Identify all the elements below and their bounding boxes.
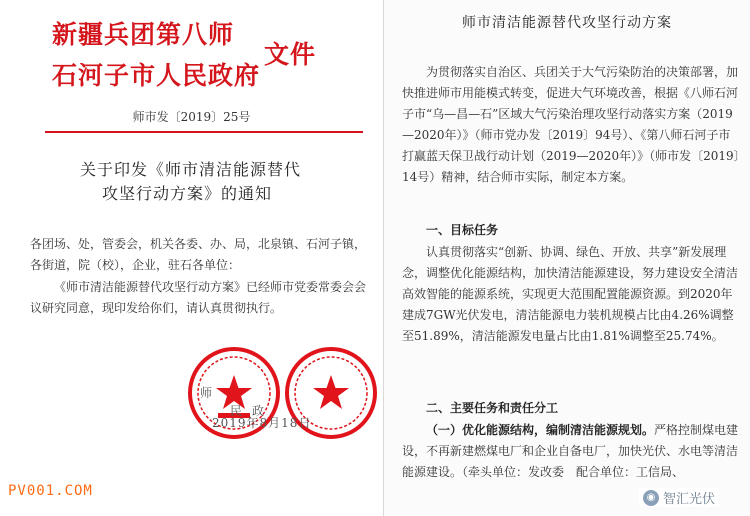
source-watermark: PV001.COM xyxy=(8,483,93,499)
issuer-line-1: 新疆兵团第八师 xyxy=(52,20,235,49)
section-2-heading: 二、主要任务和责任分工 xyxy=(426,401,559,415)
subsection-1 xyxy=(402,420,740,483)
section-1-heading: 一、目标任务 xyxy=(426,223,499,237)
addressees: 各团场、处，管委会，机关各委、办、局，北泉镇、石河子镇，各街道，院（校），企业，驻石各单位： xyxy=(30,237,367,272)
subsection-1-heading: （一）优化能源结构，编制清洁能源规划。 xyxy=(426,423,655,437)
notice-title-line-1: 关于印发《师市清洁能源替代 xyxy=(80,160,302,179)
signer-text-2: 民政 xyxy=(230,404,275,418)
document-number: 师市发〔2019〕25号 xyxy=(132,110,251,124)
watermark-text: 智汇光伏 xyxy=(663,492,716,507)
chat-bubble-icon: ◉ xyxy=(643,490,659,506)
section-1-body: 认真贯彻落实“创新、协调、绿色、开放、共享”新发展理念，调整优化能源结构，加快清洁能源建设，努力建设安全清洁高效智能的能源系统，实现更大范围配置能源资源。到2020年建成7GW光伏发电，清洁能源电力装机规模占比由4.26%调整至51.89%，清洁能源发电量占比由1.81%调整至25.74%。 xyxy=(402,245,739,343)
notice-title xyxy=(80,158,340,206)
signer-text: 师 xyxy=(200,386,223,400)
notice-title-line-2: 攻坚行动方案》的通知 xyxy=(102,184,273,203)
subsection-1-body: 严格控制煤电建设，不再新建燃煤电厂和企业自备电厂，加快光伏、水电等清洁能源建设。（牵头单位：发改委 配合单位：工信局、 xyxy=(402,423,739,479)
plan-title: 师市清洁能源替代攻坚行动方案 xyxy=(462,15,672,31)
issuer-line-2: 石河子市人民政府 xyxy=(52,61,261,90)
right-document-page xyxy=(384,0,750,516)
issuer-suffix: 文件 xyxy=(264,40,317,69)
red-divider xyxy=(45,131,363,133)
signing-date: 2019年8月18日 xyxy=(212,416,312,430)
intro-paragraph: 为贯彻落实自治区、兵团关于大气污染防治的决策部署，加快推进师市用能模式转变，促进大气环境改善，根据《八师石河子市“乌—昌—石”区域大气污染治理攻坚行动落实方案（2019—2020年）》（师市党办发〔2019〕94号）、《第八师石河子市打赢蓝天保卫战行动计划（2019—2020年）》（师市发〔2019〕14号）精神，结合师市实际，制定本方案。 xyxy=(402,65,740,184)
wechat-watermark xyxy=(639,488,719,507)
notice-content: 《师市清洁能源替代攻坚行动方案》已经师市党委常委会会议研究同意，现印发给你们，请认真贯彻执行。 xyxy=(30,280,367,315)
